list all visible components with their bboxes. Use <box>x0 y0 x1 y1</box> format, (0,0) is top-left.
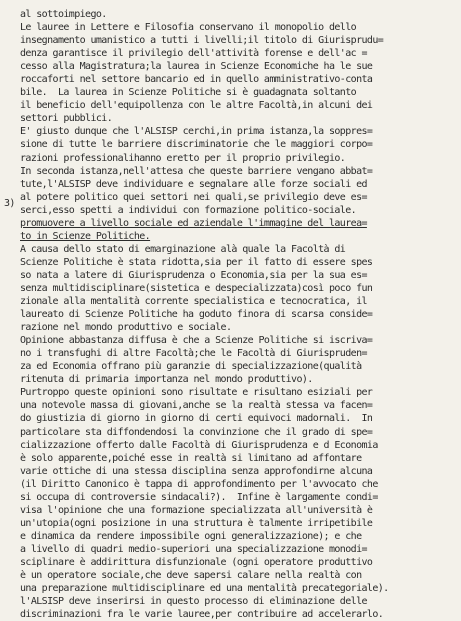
text-line: laureato di Scienze Politiche ha goduto finora di scarsa conside= <box>20 309 373 321</box>
text-line: discriminazioni fra le varie lauree,per contribuire ad accelerarlo. <box>20 609 384 621</box>
text-line: Opinione abbastanza diffusa è che a Scienze Politiche si iscriva= <box>20 335 373 347</box>
text-line: visa l'opinione che una formazione specializzata all'università è <box>20 504 373 516</box>
text-line: Le lauree in Lettere e Filosofia conservano il monopolio dello <box>20 22 357 34</box>
text-line: al sottoimpiego. <box>20 9 107 20</box>
text-line: al potere politico quei settori nei quali,se privilegio deve es= <box>20 191 367 203</box>
text-line: (il Diritto Canonico è tappa di approfondimento per l'avvocato che <box>20 478 378 490</box>
text-line: a livello di quadri medio-superiori una specializzazione monodi= <box>20 543 367 555</box>
text-line: sione di tutte le barriere discriminatorie che le maggiori corpo= <box>20 139 373 151</box>
text-line: do giustizia di giorno in giorno di certi equivoci madornali. In <box>20 413 373 425</box>
text-line: un'utopia(ogni posizione in una struttura è talmente irripetibile <box>20 517 373 529</box>
text-line: zionale alla mentalità corrente specialistica e tecnocratica, il <box>20 296 367 308</box>
text-line: denza garantisce il privilegio dell'attività forense e dell'ac = <box>20 48 367 60</box>
text-line: serci,esso spetti a individui con formazione politico-sociale. <box>20 204 357 216</box>
text-line: settori pubblici. <box>20 113 113 125</box>
text-line: una notevole massa di giovani,anche se la realtà stessa va facen= <box>20 400 373 412</box>
text-line: particolare sta diffondendosi la convinzione che il grado di spe= <box>20 426 373 438</box>
document-body <box>20 8 460 621</box>
text-line: bile. La laurea in Scienze Politiche si è guadagnata soltanto <box>20 87 357 99</box>
text-line: Scienze Politiche è stata ridotta,sia per il fatto di essere spes <box>20 256 373 268</box>
text-line: una preparazione multidisciplinare ed una mentalità precategoriale). <box>20 583 389 595</box>
text-line: razione nel mondo produttivo e sociale. <box>20 322 232 334</box>
text-line: è solo apparente,poiché esse in realtà si limitano ad affontare <box>20 452 362 464</box>
text-line: razioni professionalihanno eretto per il proprio privilegio. <box>20 152 346 164</box>
text-line: ritenuta di primaria importanza nel mondo produttivo). <box>20 374 313 386</box>
text-line: cesso alla Magistratura;la laurea in Scienze Economiche ha le sue <box>20 61 373 73</box>
text-line: E' giusto dunque che l'ALSISP cerchi,in prima istanza,la soppres= <box>20 126 373 138</box>
text-line: A causa dello stato di emarginazione alà quale la Facoltà di <box>20 243 346 255</box>
text-line: e dinamica da rendere impossibile ogni generalizzazione); e che <box>20 530 362 542</box>
text-line: è un operatore sociale,che deve sapersi calare nella realtà con <box>20 570 362 582</box>
text-line: so nata a latere di Giurisprudenza o Economia,sia per la sua es= <box>20 269 367 281</box>
text-line: insegnamento umanistico a tutti i livelli;il titolo di Giurisprudu= <box>20 35 384 47</box>
text-line: roccaforti nel settore bancario ed in quello amministrativo-conta <box>20 74 373 86</box>
text-line: cializzazione offerto dalle Facoltà di Giurisprudenza e d Economia <box>20 439 378 451</box>
text-line: In seconda istanza,nell'attesa che queste barriere vengano abbat= <box>20 165 373 177</box>
text-line: no i transfughi di altre Facoltà;che le Facoltà di Giurispruden= <box>20 348 367 360</box>
text-line: senza multidisciplinare(sistetica e despecializzata)così poco fun <box>20 282 373 294</box>
text-line: Purtroppo queste opinioni sono risultate e risultano esiziali per <box>20 387 373 399</box>
text-line: l'ALSISP deve inserirsi in questo processo di eliminazione delle <box>20 596 367 608</box>
section-marker: 3) <box>4 197 15 209</box>
text-line: si occupa di controversie sindacali?). Infine è largamente condi= <box>20 491 378 503</box>
underlined-heading-line: to in Scienze Politiche. <box>20 230 151 242</box>
text-line: za ed Economia offrano più garanzie di specializzazione(qualità <box>20 361 362 373</box>
text-line: tute,l'ALSISP deve individuare e segnalare alle forze sociali ed <box>20 178 367 190</box>
text-line: il beneficio dell'equipollenza con le altre Facoltà,in alcuni dei <box>20 100 373 112</box>
text-line: sciplinare è addirittura disfunzionale (ogni operatore produttivo <box>20 556 373 568</box>
underlined-heading-line: promuovere a livello sociale ed aziendale l'immagine del laurea= <box>20 217 367 229</box>
text-line: varie ottiche di una stessa disciplina senza approfondirne alcuna <box>20 465 373 477</box>
